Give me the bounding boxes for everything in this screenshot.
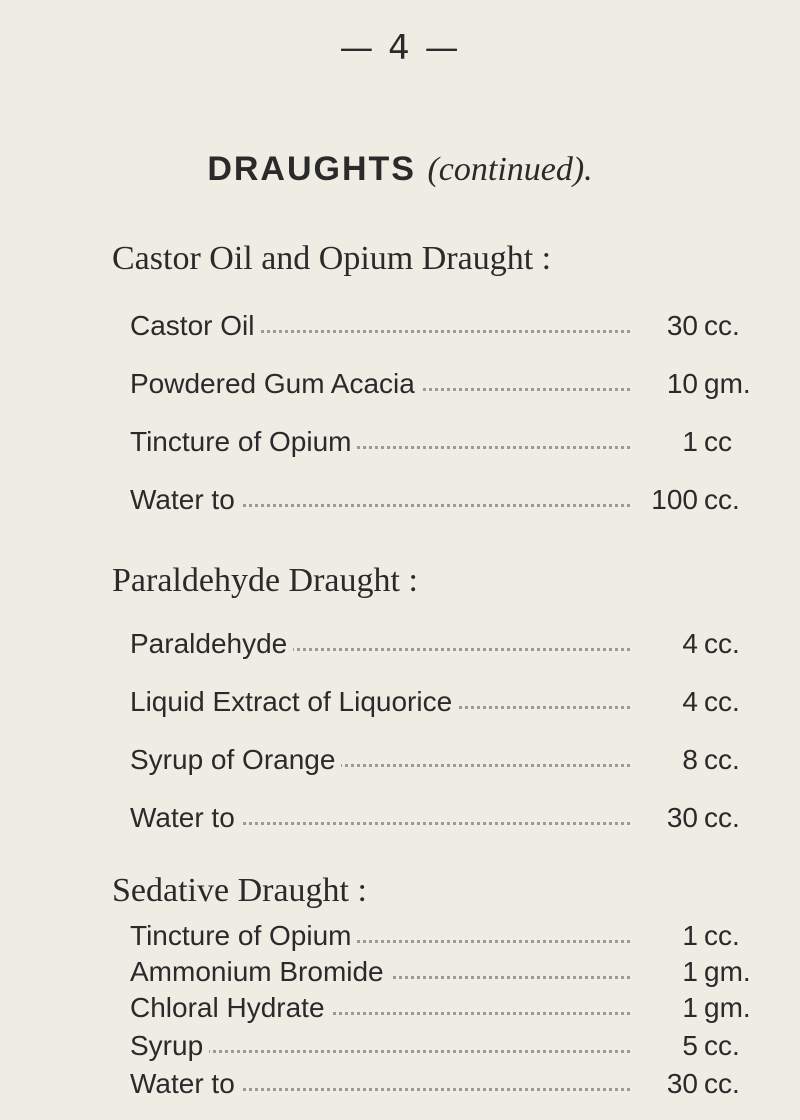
ingredient-row: [130, 686, 770, 730]
ingredient-unit: cc.: [704, 802, 740, 833]
ingredient-quantity: 4: [682, 628, 698, 659]
ingredient-row: [130, 802, 770, 846]
ingredient-quantity: 30: [666, 310, 698, 341]
ingredient-quantity: 30: [666, 1068, 698, 1099]
ingredient-name: Liquid Extract of Liquorice: [130, 686, 458, 718]
ingredient-quantity: 1: [682, 920, 698, 951]
ingredient-name: Powdered Gum Acacia: [130, 368, 421, 400]
ingredient-unit: cc.: [704, 310, 740, 341]
section-title: Castor Oil and Opium Draught :: [112, 240, 552, 277]
ingredient-quantity: 8: [682, 744, 698, 775]
ingredient-name: Water to: [130, 802, 241, 834]
ingredient-unit: cc.: [704, 1030, 740, 1061]
ingredient-row: [130, 628, 770, 672]
ingredient-quantity: 5: [682, 1030, 698, 1061]
ingredient-unit: cc.: [704, 484, 740, 515]
ingredient-quantity: 10: [666, 368, 698, 399]
ingredient-unit: gm.: [704, 956, 751, 987]
page-number: — 4 —: [339, 28, 461, 68]
ingredient-unit: cc.: [704, 920, 740, 951]
ingredient-quantity: 1: [682, 956, 698, 987]
ingredient-quantity: 30: [666, 802, 698, 833]
ingredient-row: [130, 368, 770, 412]
ingredient-unit: cc.: [704, 686, 740, 717]
ingredient-unit: cc: [704, 426, 732, 457]
ingredient-row: [130, 310, 770, 354]
ingredient-row: [130, 426, 770, 470]
ingredient-unit: gm.: [704, 368, 751, 399]
ingredient-unit: cc.: [704, 744, 740, 775]
ingredient-quantity: 1: [682, 426, 698, 457]
ingredient-name: Castor Oil: [130, 310, 260, 342]
page-heading: [0, 150, 800, 189]
ingredient-unit: gm.: [704, 992, 751, 1023]
ingredient-quantity: 100: [651, 484, 698, 515]
section-title: Paraldehyde Draught :: [112, 562, 418, 599]
ingredient-name: Water to: [130, 484, 241, 516]
ingredient-name: Ammonium Bromide: [130, 956, 390, 988]
ingredient-row: [130, 484, 770, 528]
ingredient-unit: cc.: [704, 628, 740, 659]
ingredient-quantity: 1: [682, 992, 698, 1023]
ingredient-name: Paraldehyde: [130, 628, 293, 660]
ingredient-name: Syrup: [130, 1030, 209, 1062]
ingredient-name: Tincture of Opium: [130, 426, 357, 458]
heading-title: DRAUGHTS: [207, 150, 416, 188]
ingredient-name: Water to: [130, 1068, 241, 1100]
ingredient-name: Tincture of Opium: [130, 920, 357, 952]
leader-dots: [140, 1050, 630, 1053]
ingredient-row: [130, 744, 770, 788]
ingredient-quantity: 4: [682, 686, 698, 717]
ingredient-unit: cc.: [704, 1068, 740, 1099]
section-title: Sedative Draught :: [112, 872, 367, 909]
ingredient-name: Syrup of Orange: [130, 744, 341, 776]
heading-continued: (continued).: [427, 151, 593, 188]
ingredient-row: [130, 1068, 770, 1112]
ingredient-name: Chloral Hydrate: [130, 992, 331, 1024]
